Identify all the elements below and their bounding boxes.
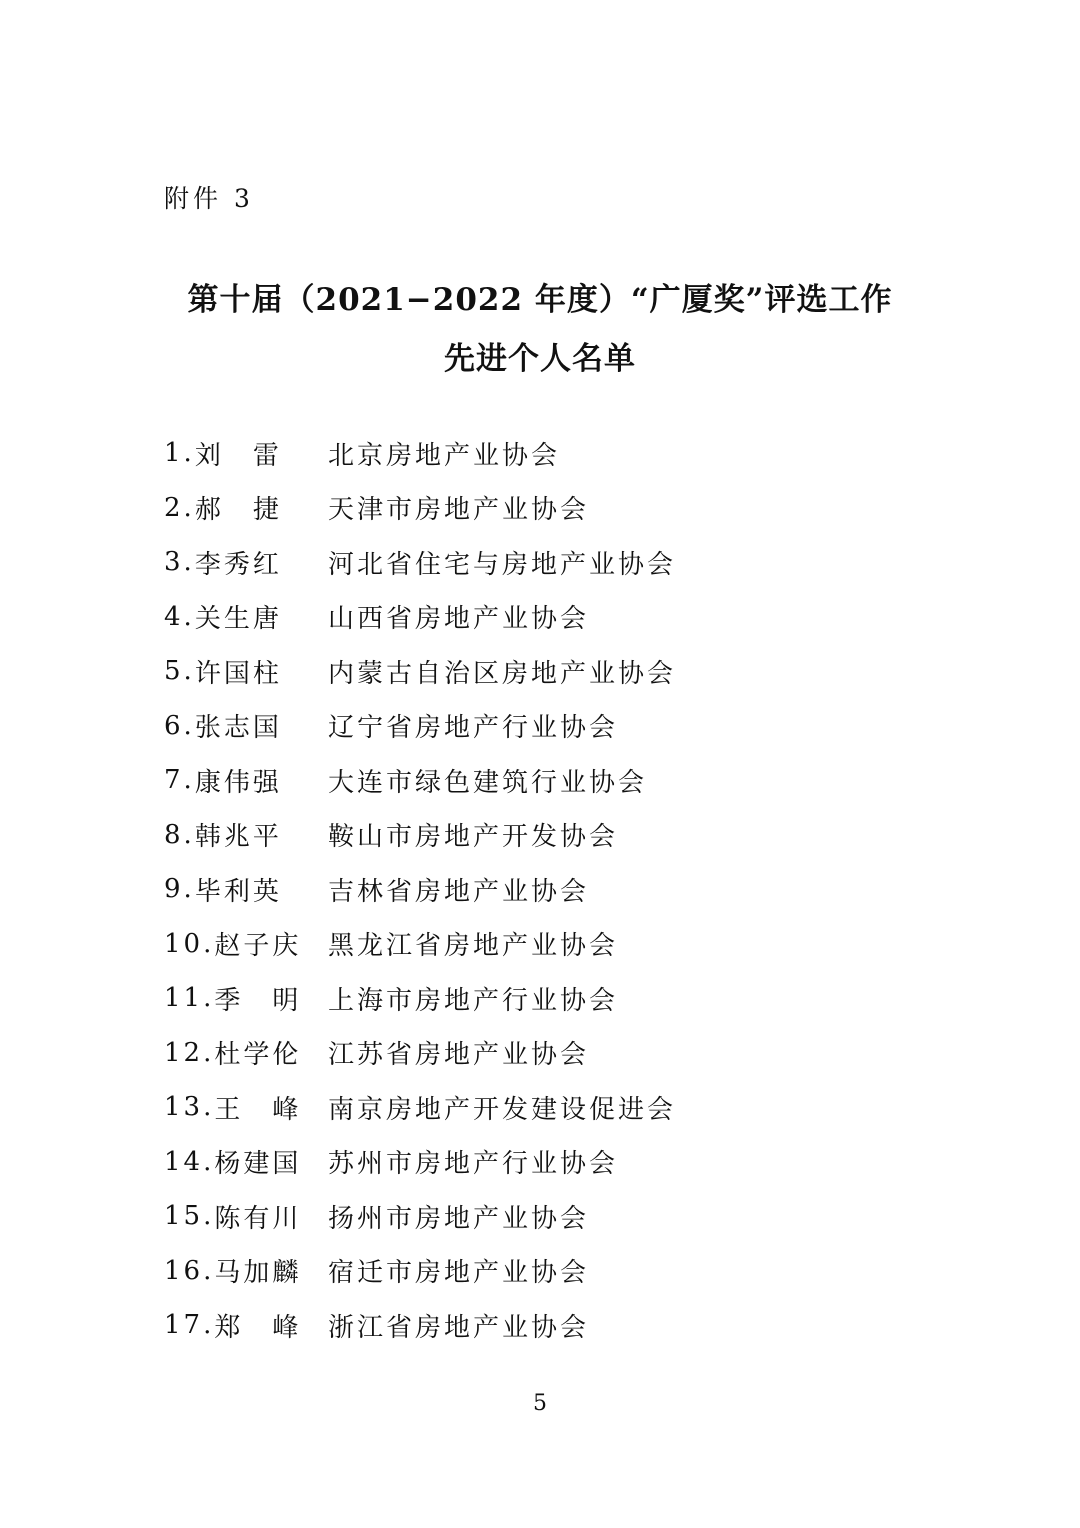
organization-name: 扬州市房地产业协会 xyxy=(328,1203,590,1234)
person-name: 关生唐 xyxy=(194,604,282,635)
person-name: 郝 捷 xyxy=(194,495,282,526)
list-item xyxy=(164,535,924,590)
item-number: 10. xyxy=(164,928,215,959)
item-number: 1. xyxy=(164,438,195,469)
organization-name: 天津市房地产业协会 xyxy=(328,495,590,526)
item-number: 9. xyxy=(164,874,195,905)
person-name: 韩兆平 xyxy=(194,822,282,853)
item-number: 8. xyxy=(164,819,195,850)
list-item xyxy=(164,699,924,754)
item-number: 17. xyxy=(164,1310,215,1341)
organization-name: 北京房地产业协会 xyxy=(328,440,561,471)
document-title-line-1: 第十届（2021−2022 年度）“广厦奖”评选工作 xyxy=(187,282,893,318)
item-number: 16. xyxy=(164,1255,215,1286)
organization-name: 鞍山市房地产开发协会 xyxy=(328,822,619,853)
person-name: 季 明 xyxy=(214,985,302,1016)
organization-name: 黑龙江省房地产业协会 xyxy=(328,931,619,962)
item-number: 6. xyxy=(164,710,195,741)
organization-name: 苏州市房地产行业协会 xyxy=(328,1149,619,1180)
organization-name: 辽宁省房地产行业协会 xyxy=(328,713,619,744)
organization-name: 浙江省房地产业协会 xyxy=(328,1312,590,1343)
list-item xyxy=(164,971,924,1026)
organization-name: 山西省房地产业协会 xyxy=(328,604,590,635)
organization-name: 吉林省房地产业协会 xyxy=(328,876,590,907)
organization-name: 宿迁市房地产业协会 xyxy=(328,1258,590,1289)
item-number: 7. xyxy=(164,765,195,796)
item-number: 4. xyxy=(164,601,195,632)
person-name: 马加麟 xyxy=(214,1258,302,1289)
list-item xyxy=(164,1244,924,1299)
item-number: 2. xyxy=(164,492,195,523)
list-item xyxy=(164,1189,924,1244)
list-item xyxy=(164,808,924,863)
person-name: 康伟强 xyxy=(194,767,282,798)
item-number: 3. xyxy=(164,547,195,578)
list-item xyxy=(164,862,924,917)
person-name: 李秀红 xyxy=(194,549,282,580)
personnel-list xyxy=(164,426,924,1353)
person-name: 陈有川 xyxy=(214,1203,302,1234)
document-title-line-2: 先进个人名单 xyxy=(444,341,636,377)
attachment-label: 附件 3 xyxy=(164,184,254,213)
list-item xyxy=(164,1026,924,1081)
list-item xyxy=(164,1080,924,1135)
person-name: 许国柱 xyxy=(194,658,282,689)
item-number: 5. xyxy=(164,656,195,687)
person-name: 郑 峰 xyxy=(214,1312,302,1343)
person-name: 张志国 xyxy=(194,713,282,744)
organization-name: 大连市绿色建筑行业协会 xyxy=(328,767,648,798)
person-name: 王 峰 xyxy=(214,1094,302,1125)
item-number: 11. xyxy=(164,983,215,1014)
organization-name: 江苏省房地产业协会 xyxy=(328,1040,590,1071)
person-name: 杨建国 xyxy=(214,1149,302,1180)
organization-name: 上海市房地产行业协会 xyxy=(328,985,619,1016)
list-item xyxy=(164,753,924,808)
list-item xyxy=(164,426,924,481)
page-number: 5 xyxy=(533,1391,547,1416)
list-item xyxy=(164,644,924,699)
organization-name: 南京房地产开发建设促进会 xyxy=(328,1094,677,1125)
item-number: 15. xyxy=(164,1201,215,1232)
list-item xyxy=(164,590,924,645)
organization-name: 内蒙古自治区房地产业协会 xyxy=(328,658,677,689)
list-item xyxy=(164,481,924,536)
person-name: 杜学伦 xyxy=(214,1040,302,1071)
list-item xyxy=(164,917,924,972)
person-name: 毕利英 xyxy=(194,876,282,907)
item-number: 12. xyxy=(164,1037,215,1068)
person-name: 赵子庆 xyxy=(214,931,302,962)
list-item xyxy=(164,1135,924,1190)
item-number: 13. xyxy=(164,1092,215,1123)
item-number: 14. xyxy=(164,1146,215,1177)
organization-name: 河北省住宅与房地产业协会 xyxy=(328,549,677,580)
list-item xyxy=(164,1298,924,1353)
person-name: 刘 雷 xyxy=(194,440,282,471)
